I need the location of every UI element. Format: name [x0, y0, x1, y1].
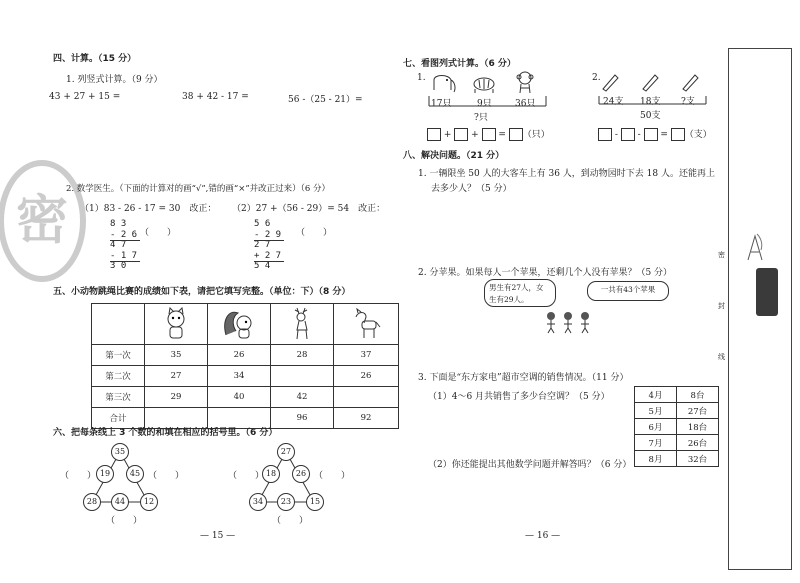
doctor-1-label: （1）83 - 26 - 17 = 30 改正：: [80, 204, 217, 214]
p1-question: ?只: [474, 113, 488, 123]
tri2-br: 15: [306, 493, 324, 511]
tri2-answer-right[interactable]: （ ）: [314, 471, 351, 481]
problem-1-cont: 去多少人？（5 分）: [431, 184, 512, 194]
tri1-left-mid: 19: [96, 465, 114, 483]
problem-3a: （1）4～6 月共销售了多少台空调？（5 分）: [428, 392, 610, 402]
problem-3: 3. 下面是“东方家电”超市空调的销售情况。（11 分）: [418, 373, 629, 383]
tri2-answer-left[interactable]: （ ）: [228, 471, 265, 481]
p2-label-3: ?支: [681, 97, 695, 107]
table-row: 第三次 29 40 42: [92, 387, 399, 408]
tri1-right-mid: 45: [126, 465, 144, 483]
p1-label-1: 17只: [431, 99, 452, 109]
tri2-right-mid: 26: [292, 465, 310, 483]
s4-q1: 1. 列竖式计算。（9 分）: [66, 75, 163, 85]
tri2-bm: 23: [277, 493, 295, 511]
section7-title: 七、看图列式计算。（6 分）: [403, 59, 516, 69]
horse-icon: [334, 304, 399, 345]
judge-paren-1[interactable]: （ ）: [140, 228, 177, 238]
children-icon: [543, 310, 593, 337]
p2-label-1: 24支: [603, 97, 624, 107]
blank-cell[interactable]: [334, 387, 399, 408]
s4-q2: 2. 数学医生。（下面的计算对的画“√”,错的画“×”并改正过来）（6 分）: [66, 184, 331, 194]
section6-title: 六、把每条线上 3 个数的和填在相应的括号里。（6 分）: [53, 428, 278, 438]
seal-char-2: 封: [718, 302, 725, 310]
confidential-stamp: 密: [0, 160, 86, 282]
cat-icon: [145, 304, 208, 345]
table-row: 第二次 27 34 26: [92, 366, 399, 387]
section5-title: 五、小动物跳绳比赛的成绩如下表，请把它填写完整。（单位：下）（8 分）: [53, 287, 351, 297]
table-row: 6月 18台: [635, 419, 719, 435]
deer-icon: [271, 304, 334, 345]
seal-char-3: 线: [718, 353, 725, 361]
page-number-left: — 15 —: [200, 531, 236, 541]
brand-logo: [756, 268, 778, 316]
tri1-answer-left[interactable]: （ ）: [60, 471, 97, 481]
p1-label-3: 36只: [515, 99, 536, 109]
section4-title: 四、计算。（15 分）: [53, 54, 137, 64]
tri2-answer-bottom[interactable]: （ ）: [272, 516, 309, 526]
book-logo-icon: [745, 232, 759, 262]
tri1-top: 35: [111, 443, 129, 461]
tri2-bl: 34: [249, 493, 267, 511]
monkey-icon: [513, 70, 537, 97]
tri1-bl: 28: [83, 493, 101, 511]
table-row: 第一次 35 26 28 37: [92, 345, 399, 366]
blank-cell[interactable]: [271, 366, 334, 387]
picture2-number: 2.: [592, 73, 601, 83]
picture1-number: 1.: [417, 73, 426, 83]
squirrel-icon: [208, 304, 271, 345]
tri1-answer-bottom[interactable]: （ ）: [106, 516, 143, 526]
tri1-br: 12: [140, 493, 158, 511]
problem-1: 1. 一辆限坐 50 人的大客车上有 36 人，到动物园时下去 18 人。还能再上: [418, 169, 715, 179]
sales-table: [634, 386, 719, 467]
p2-total: 50支: [640, 111, 661, 121]
vertical-calc-2: 5 6 - 2 9 2 7 + 2 7 5 4: [254, 219, 282, 271]
score-table: [91, 303, 399, 429]
p1-bracket: [428, 94, 548, 114]
table-row: 7月 26台: [635, 435, 719, 451]
expr-2: 38 + 42 - 17 =: [182, 92, 249, 102]
section8-title: 八、解决问题。（21 分）: [403, 151, 505, 161]
expr-3: 56 -（25 - 21）=: [288, 95, 363, 105]
page-number-right: — 16 —: [525, 531, 561, 541]
tri1-bm: 44: [111, 493, 129, 511]
p1-equation[interactable]: + + = （只）: [427, 127, 550, 141]
problem-3b: （2）你还能提出其他数学问题并解答吗？（6 分）: [428, 460, 632, 470]
speech-bubble-2: 一共有43个苹果: [587, 281, 669, 301]
judge-paren-2[interactable]: （ ）: [296, 228, 333, 238]
table-row: 8月 32台: [635, 451, 719, 467]
problem-2: 2. 分苹果。如果每人一个苹果，还剩几个人没有苹果？（5 分）: [418, 268, 673, 278]
doctor-2-label: （2）27 +（56 - 29）= 54 改正：: [232, 204, 386, 214]
p2-equation[interactable]: - - = （支）: [598, 127, 712, 141]
tri1-answer-right[interactable]: （ ）: [148, 471, 185, 481]
expr-1: 43 + 27 + 15 =: [49, 92, 121, 102]
tri2-top: 27: [277, 443, 295, 461]
table-row: 4月 8台: [635, 387, 719, 403]
p1-label-2: 9只: [477, 99, 492, 109]
tri2-left-mid: 18: [262, 465, 280, 483]
vertical-calc-1: 8 3 - 2 6 4 7 - 1 7 3 0: [110, 219, 138, 271]
speech-bubble-1: 男生有27人，女 生有29人。: [484, 279, 556, 307]
table-row: 合计 96 92: [92, 408, 399, 429]
table-row: 5月 27台: [635, 403, 719, 419]
p2-label-2: 18支: [640, 97, 661, 107]
seal-char-1: 密: [718, 251, 725, 259]
